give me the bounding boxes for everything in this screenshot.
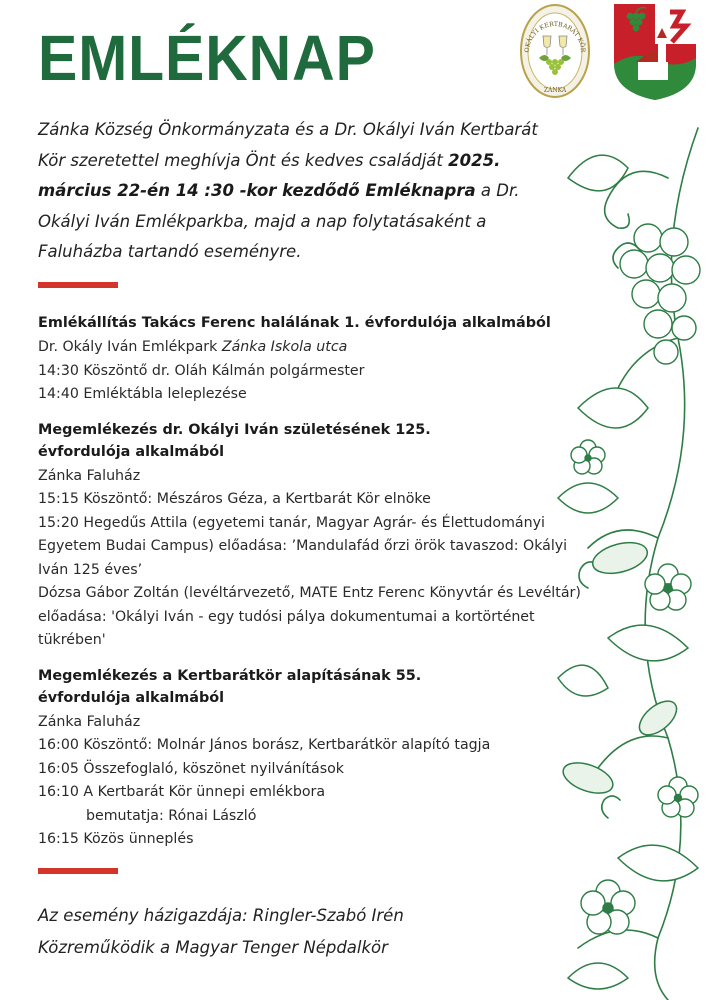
program-item: 16:05 Összefoglaló, köszönet nyilvánítások [38, 760, 345, 777]
intro-text-2: a Dr. Okályi Iván Emlékparkba, majd a nap folytatásaként a Faluházba tartandó eseményre. [38, 181, 520, 261]
venue-street: Zánka Iskola utca [221, 339, 348, 355]
program-item: 15:15 Köszöntő: Mészáros Géza, a Kertbarát Kör elnöke [38, 491, 431, 507]
club-emblem-bottom-text: ZÁNKA [543, 87, 567, 94]
program-item: bemutatja: Rónai László [86, 807, 257, 824]
section-venue: Zánka Faluház [38, 713, 141, 730]
section-heading: Megemlékezés a Kertbarátkör alapításának 55. évfordulója alkalmából [38, 667, 422, 706]
performer-line: Közreműködik a Magyar Tenger Népdalkör [38, 938, 388, 957]
club-emblem-icon [519, 2, 591, 100]
village-crest-icon [612, 2, 698, 102]
program-item: 14:40 Emléktábla leleplezése [38, 386, 247, 402]
program [38, 312, 598, 864]
program-item: 16:15 Közös ünneplés [38, 831, 194, 847]
program-section-3 [38, 665, 598, 852]
club-emblem-top-text: OKÁLYI KERTBARÁT KÖR [523, 20, 587, 53]
section-heading: Megemlékezés dr. Okályi Iván születésének 125. évfordulója alkalmából [38, 421, 431, 460]
program-section-1 [38, 312, 598, 407]
top-divider [38, 282, 118, 288]
program-item: 16:10 A Kertbarát Kör ünnepi emlékbora [38, 784, 326, 800]
page-title: EMLÉKNAP [38, 22, 376, 94]
program-item: 15:20 Hegedűs Attila (egyetemi tanár, Magyar Agrár- és Élettudományi Egyetem Budai Campus) előadása: ’Mandulafád őrzi örök tavaszod: Okályi Iván 125 éves’ [38, 514, 568, 578]
section-venue [38, 336, 598, 360]
program-item: 16:00 Köszöntő: Molnár János borász, Kertbarátkör alapító tagja [38, 737, 491, 753]
program-item: Dózsa Gábor Zoltán (levéltárvezető, MATE Entz Ferenc Könyvtár és Levéltár) előadása: 'Okályi Iván - egy tudósi pálya dokumentumai a kortörténet tükrében' [38, 585, 581, 648]
footer [38, 900, 558, 964]
bottom-divider [38, 868, 118, 874]
intro-text-1: Zánka Község Önkormányzata és a Dr. Okályi Iván Kertbarát Kör szeretettel meghívja Önt és kedves családját [38, 120, 538, 170]
section-venue: Zánka Faluház [38, 467, 141, 484]
intro-paragraph [38, 115, 558, 268]
host-line: Az esemény házigazdája: Ringler-Szabó Irén [38, 906, 404, 925]
intro-date-highlight: 2025. március 22-én 14 :30 -kor kezdődő Emléknapra [38, 150, 501, 200]
program-item: 14:30 Köszöntő dr. Oláh Kálmán polgármester [38, 362, 365, 379]
venue-name: Dr. Okály Iván Emlékpark [38, 339, 222, 355]
grapevine-almond-illustration-icon [548, 118, 706, 1000]
section-heading: Emlékállítás Takács Ferenc halálának 1. évfordulója alkalmából [38, 315, 551, 331]
program-section-2 [38, 419, 598, 653]
